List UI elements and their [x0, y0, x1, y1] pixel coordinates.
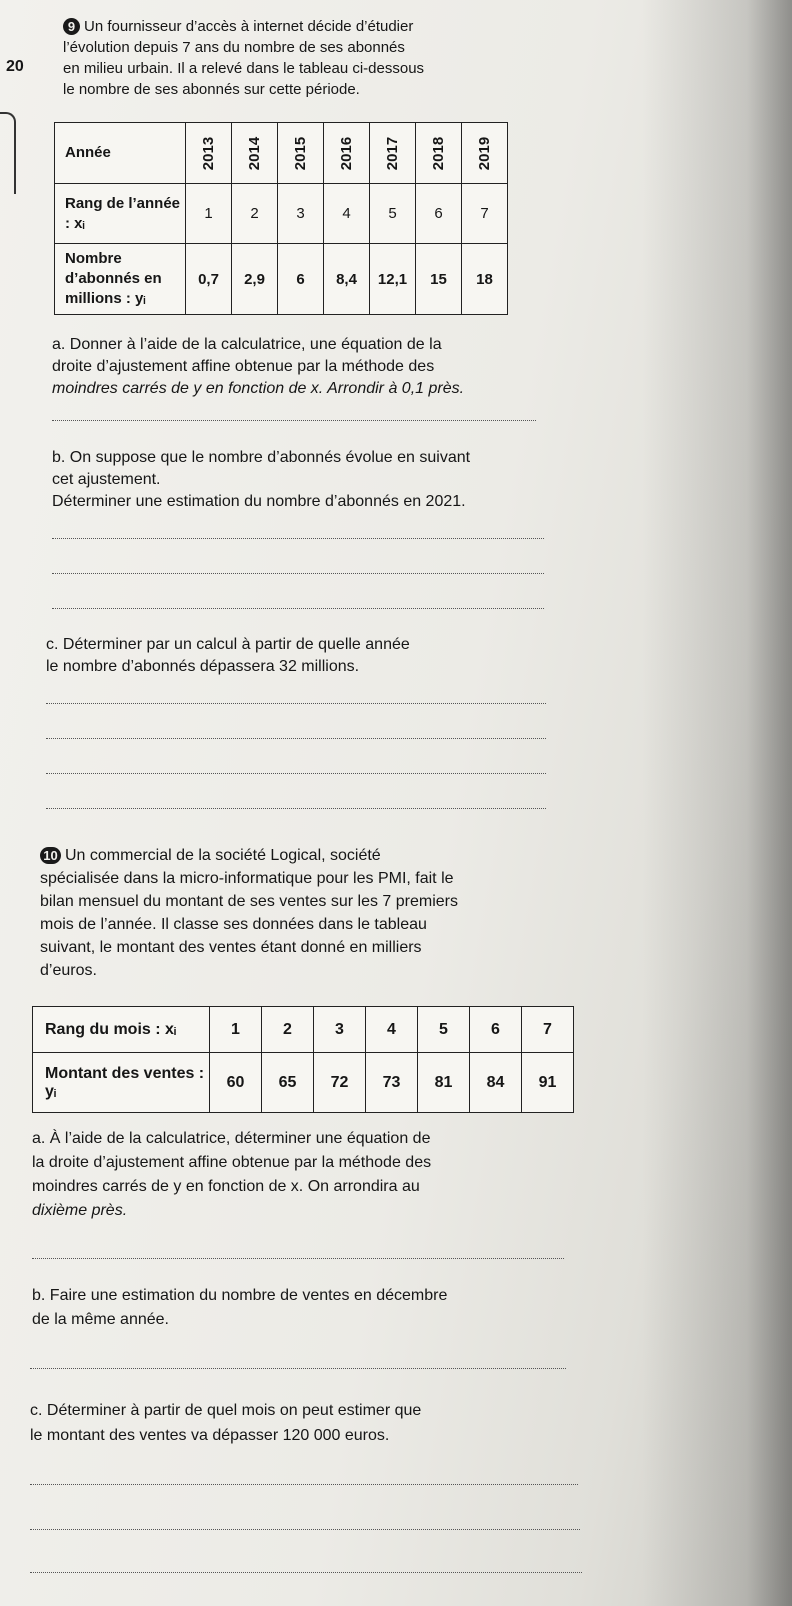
rank-cell: 1	[186, 184, 232, 244]
ex9-question-a	[52, 334, 552, 400]
ex9-qa-line: droite d’ajustement affine obtenue par la méthode des	[52, 358, 435, 375]
answer-line[interactable]	[30, 1529, 580, 1530]
ex10-question-b	[32, 1284, 592, 1332]
answer-line[interactable]	[52, 538, 544, 539]
year-cell: 2013	[200, 136, 217, 170]
ex10-qc-line: le montant des ventes va dépasser 120 000 euros.	[30, 1427, 390, 1444]
answer-line[interactable]	[52, 608, 544, 609]
ex10-intro-line: Un commercial de la société Logical, société	[65, 847, 381, 864]
ex10-qb-line: de la même année.	[32, 1311, 169, 1328]
answer-line[interactable]	[46, 738, 546, 739]
answer-line[interactable]	[52, 420, 536, 421]
ex10-qa-line: dixième près.	[32, 1202, 128, 1219]
ex10-intro-line: d’euros.	[40, 962, 97, 979]
rank-cell: 6	[416, 184, 462, 244]
ex9-intro-line: Un fournisseur d’accès à internet décide d’étudier	[84, 18, 414, 35]
exercise-9-number: 9	[63, 18, 80, 35]
month-rank-cell: 1	[210, 1007, 262, 1053]
sales-cell: 91	[522, 1053, 574, 1113]
ex10-qa-line: moindres carrés de y en fonction de x. On arrondira au	[32, 1178, 420, 1195]
ex9-qb-line: cet ajustement.	[52, 471, 161, 488]
year-cell: 2017	[384, 136, 401, 170]
rank-cell: 7	[462, 184, 508, 244]
ex10-qa-line: la droite d’ajustement affine obtenue par la méthode des	[32, 1154, 432, 1171]
ex9-question-b	[52, 447, 552, 513]
answer-line[interactable]	[46, 703, 546, 704]
subscribers-cell: 2,9	[232, 244, 278, 315]
sales-table	[32, 1006, 574, 1113]
subscribers-cell: 6	[278, 244, 324, 315]
subscribers-cell: 12,1	[370, 244, 416, 315]
rank-cell: 2	[232, 184, 278, 244]
ex9-intro-line: le nombre de ses abonnés sur cette période.	[63, 81, 360, 98]
sales-cell: 73	[366, 1053, 418, 1113]
ex9-qb-line: Déterminer une estimation du nombre d’abonnés en 2021.	[52, 493, 466, 510]
answer-line[interactable]	[52, 573, 544, 574]
rank-cell: 4	[324, 184, 370, 244]
month-rank-cell: 4	[366, 1007, 418, 1053]
exercise-9-intro	[63, 16, 503, 100]
ex10-qb-line: b. Faire une estimation du nombre de ventes en décembre	[32, 1287, 448, 1304]
ex9-intro-line: l’évolution depuis 7 ans du nombre de ses abonnés	[63, 39, 405, 56]
page-shadow	[642, 0, 792, 1606]
ex10-intro-line: bilan mensuel du montant de ses ventes sur les 7 premiers	[40, 893, 458, 910]
ex9-qa-line: a. Donner à l’aide de la calculatrice, une équation de la	[52, 336, 442, 353]
month-rank-cell: 5	[418, 1007, 470, 1053]
answer-line[interactable]	[30, 1368, 566, 1369]
margin-bracket	[0, 112, 16, 194]
row-header-year: Année	[55, 123, 186, 184]
ex10-qc-line: c. Déterminer à partir de quel mois on peut estimer que	[30, 1402, 422, 1419]
month-rank-cell: 6	[470, 1007, 522, 1053]
row-header-sales: Montant des ventes : yᵢ	[33, 1053, 210, 1113]
subscribers-cell: 8,4	[324, 244, 370, 315]
ex9-qb-line: b. On suppose que le nombre d’abonnés évolue en suivant	[52, 449, 471, 466]
ex9-qc-line: c. Déterminer par un calcul à partir de quelle année	[46, 636, 410, 653]
answer-line[interactable]	[30, 1484, 578, 1485]
ex10-intro-line: suivant, le montant des ventes étant donné en milliers	[40, 939, 422, 956]
sales-cell: 65	[262, 1053, 314, 1113]
row-header-rank: Rang de l’année : xᵢ	[55, 184, 186, 244]
year-cell: 2014	[246, 136, 263, 170]
year-cell: 2016	[338, 136, 355, 170]
year-cell: 2019	[476, 136, 493, 170]
ex9-question-c	[46, 634, 546, 678]
exercise-10-intro	[40, 844, 600, 982]
year-cell: 2015	[292, 136, 309, 170]
ex10-intro-line: mois de l’année. Il classe ses données dans le tableau	[40, 916, 427, 933]
month-rank-cell: 7	[522, 1007, 574, 1053]
page-edge-number: 20	[6, 58, 24, 75]
answer-line[interactable]	[46, 773, 546, 774]
month-rank-cell: 2	[262, 1007, 314, 1053]
exercise-10-number: 10	[40, 847, 61, 864]
answer-line[interactable]	[32, 1258, 564, 1259]
ex9-qa-line: moindres carrés de y en fonction de x. Arrondir à 0,1 près.	[52, 380, 465, 397]
ex10-question-c	[30, 1398, 600, 1448]
sales-cell: 81	[418, 1053, 470, 1113]
month-rank-cell: 3	[314, 1007, 366, 1053]
rank-cell: 3	[278, 184, 324, 244]
sales-cell: 72	[314, 1053, 366, 1113]
subscribers-cell: 18	[462, 244, 508, 315]
subscribers-table	[54, 122, 508, 315]
answer-line[interactable]	[46, 808, 546, 809]
subscribers-cell: 15	[416, 244, 462, 315]
answer-line[interactable]	[30, 1572, 582, 1573]
ex10-question-a	[32, 1127, 592, 1223]
rank-cell: 5	[370, 184, 416, 244]
ex10-intro-line: spécialisée dans la micro-informatique pour les PMI, fait le	[40, 870, 454, 887]
year-cell: 2018	[430, 136, 447, 170]
ex9-intro-line: en milieu urbain. Il a relevé dans le tableau ci-dessous	[63, 60, 425, 77]
row-header-month-rank: Rang du mois : xᵢ	[33, 1007, 210, 1053]
subscribers-cell: 0,7	[186, 244, 232, 315]
sales-cell: 60	[210, 1053, 262, 1113]
sales-cell: 84	[470, 1053, 522, 1113]
row-header-subscribers: Nombre d’abonnés en millions : yᵢ	[55, 244, 186, 315]
ex10-qa-line: a. À l’aide de la calculatrice, déterminer une équation de	[32, 1130, 431, 1147]
ex9-qc-line: le nombre d’abonnés dépassera 32 millions.	[46, 658, 360, 675]
